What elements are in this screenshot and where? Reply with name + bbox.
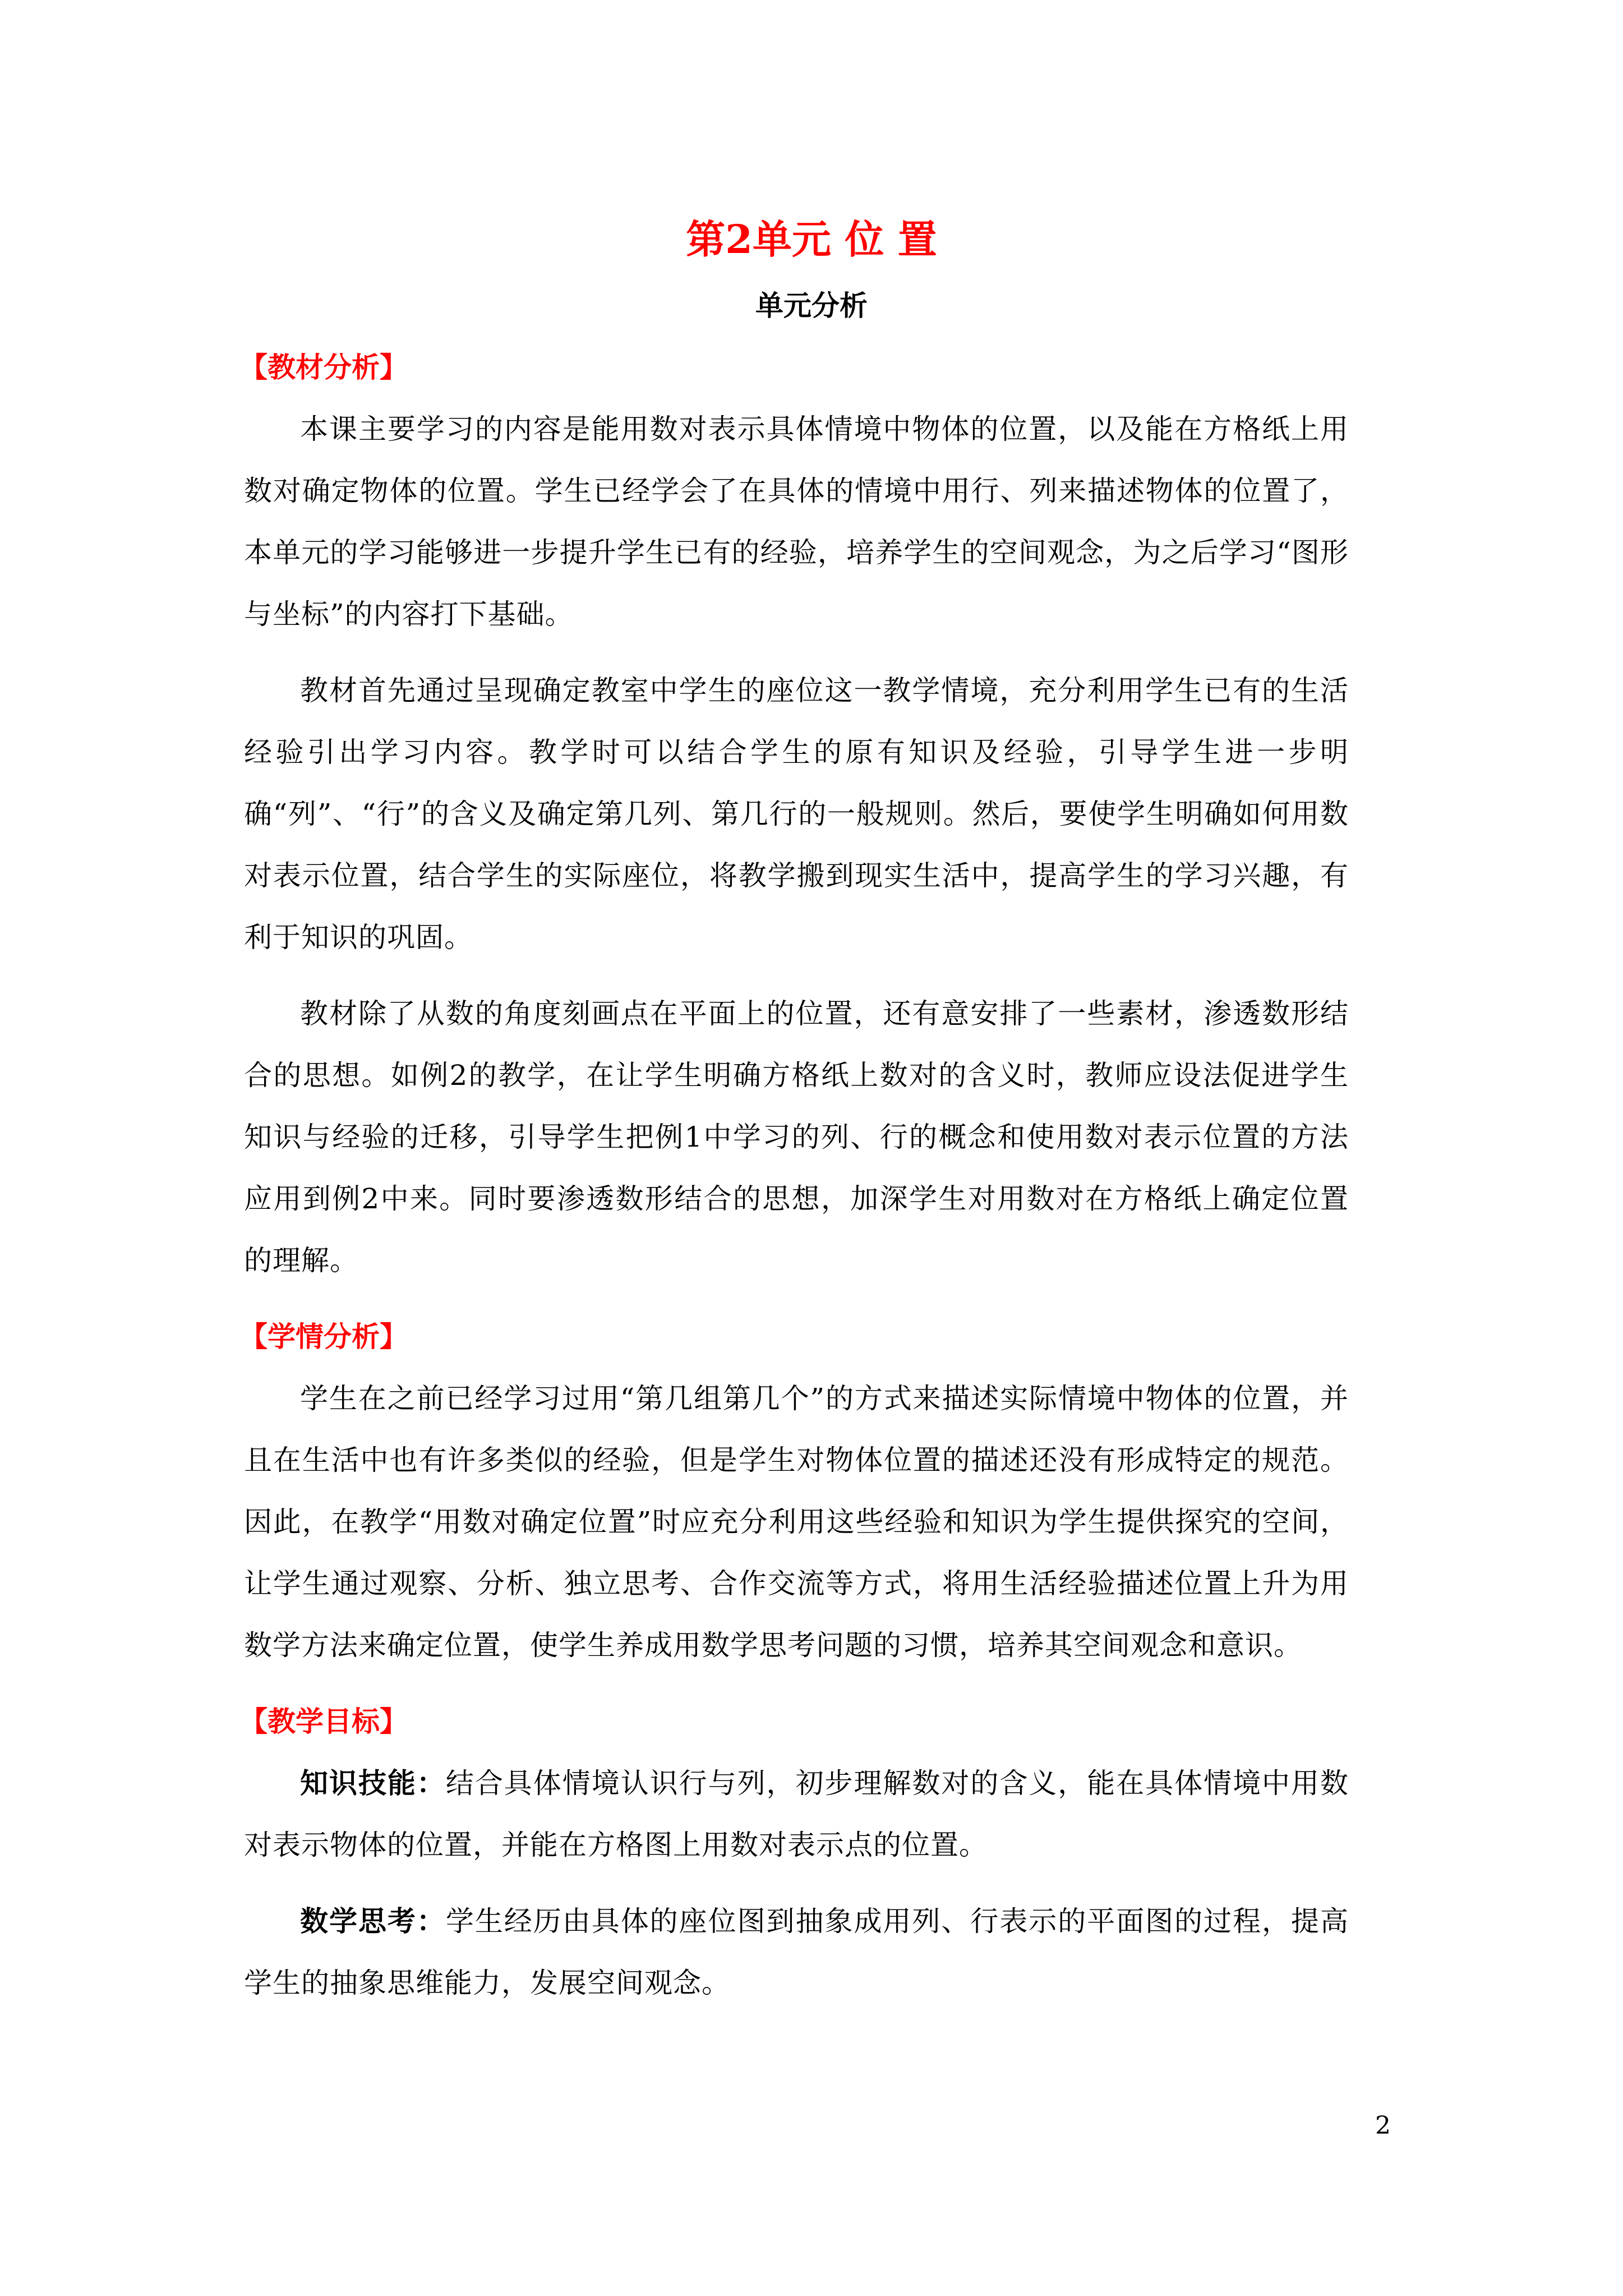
paragraph: 教材除了从数的角度刻画点在平面上的位置，还有意安排了一些素材，渗透数形结合的思想。如例2的教学，在让学生明确方格纸上数对的含义时，教师应设法促进学生知识与经验的迁移，引导学生把例1中学习的列、行的概念和使用数对表示位置的方法应用到例2中来。同时要渗透数形结合的思想，加深学生对用数对在方格纸上确定位置的理解。 bbox=[244, 997, 1349, 1277]
paragraph: 本课主要学习的内容是能用数对表示具体情境中物体的位置，以及能在方格纸上用数对确定物体的位置。学生已经学会了在具体的情境中用行、列来描述物体的位置了，本单元的学习能够进一步提升学生已有的经验，培养学生的空间观念，为之后学习“图形与坐标”的内容打下基础。 bbox=[244, 413, 1349, 631]
section-heading-learner-analysis: 【学情分析】 bbox=[239, 1320, 408, 1353]
paragraph: 教材首先通过呈现确定教室中学生的座位这一教学情境，充分利用学生已有的生活经验引出学习内容。教学时可以结合学生的原有知识及经验，引导学生进一步明确“列”、“行”的含义及确定第几列、第几行的一般规则。然后，要使学生明确如何用数对表示位置，结合学生的实际座位，将教学搬到现实生活中，提高学生的学习兴趣，有利于知识的巩固。 bbox=[244, 674, 1349, 954]
paragraph: 学生在之前已经学习过用“第几组第几个”的方式来描述实际情境中物体的位置，并且在生活中也有许多类似的经验，但是学生对物体位置的描述还没有形成特定的规范。因此，在教学“用数对确定位置”时应充分利用这些经验和知识为学生提供探究的空间，让学生通过观察、分析、独立思考、合作交流等方式，将用生活经验描述位置上升为用数学方法来确定位置，使学生养成用数学思考问题的习惯，培养其空间观念和意识。 bbox=[244, 1382, 1349, 1662]
objective-text: 学生经历由具体的座位图到抽象成用列、行表示的平面图的过程，提高学生的抽象思维能力，发展空间观念。 bbox=[244, 1905, 1349, 1999]
objective-item bbox=[244, 1752, 1349, 1876]
section-heading-textbook-analysis: 【教材分析】 bbox=[239, 351, 408, 384]
objective-lead: 数学思考： bbox=[300, 1904, 446, 1938]
objective-text: 结合具体情境认识行与列，初步理解数对的含义，能在具体情境中用数对表示物体的位置，并能在方格图上用数对表示点的位置。 bbox=[244, 1767, 1349, 1861]
document-title: 第2单元 位 置 bbox=[686, 216, 937, 263]
objective-item bbox=[244, 1890, 1349, 2014]
document-subtitle: 单元分析 bbox=[755, 289, 868, 322]
section-heading-teaching-objectives: 【教学目标】 bbox=[239, 1705, 408, 1738]
document-body bbox=[239, 337, 1349, 2028]
objective-lead: 知识技能： bbox=[300, 1766, 446, 1800]
page-number: 2 bbox=[1375, 2111, 1391, 2140]
